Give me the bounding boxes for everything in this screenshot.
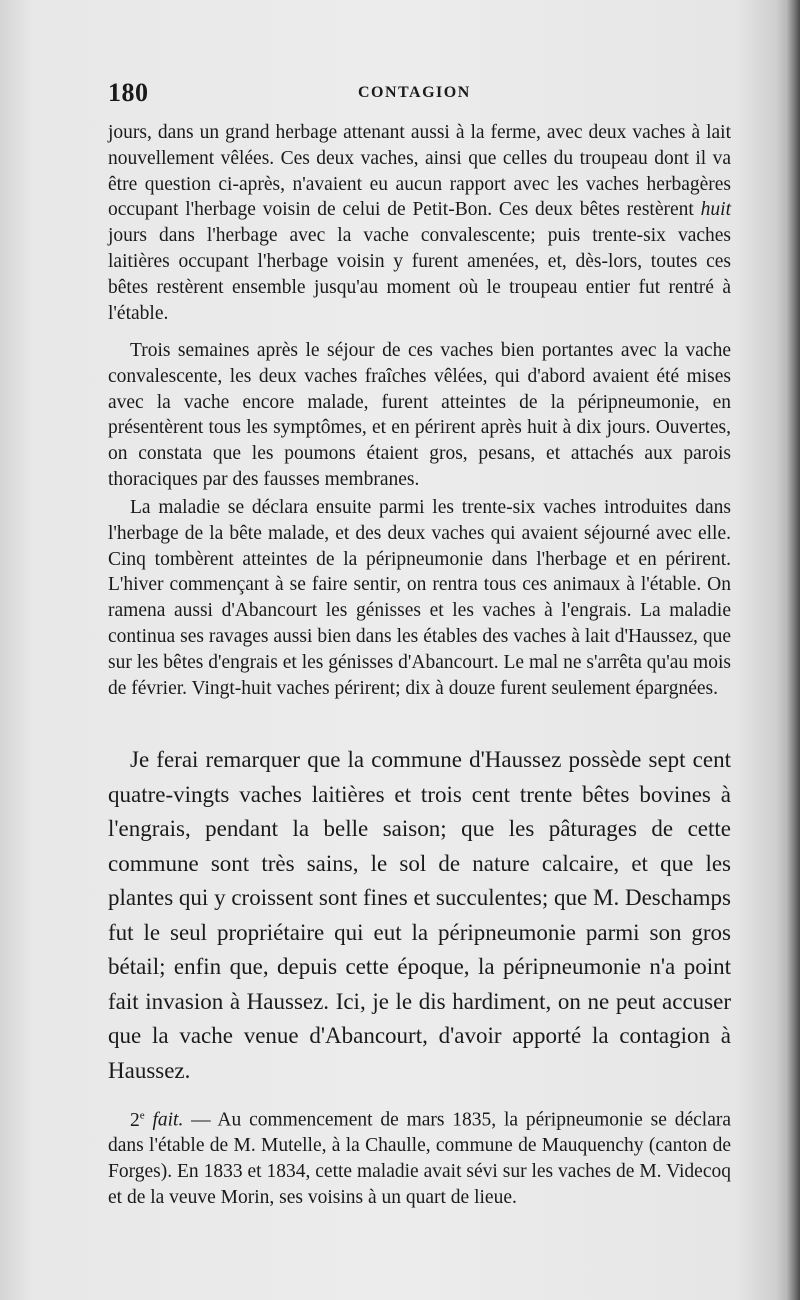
fact-label: fait. [152,1109,184,1131]
paragraph-1-emphasis: huit [700,199,731,221]
fact-number [130,1110,145,1131]
book-spine-shadow [786,0,800,1300]
paragraph-4: Je ferai remarquer que la commune d'Haussez possède sept cent quatre-vingts vaches laitières et trois cent trente bêtes bovines à l'engrais, pendant la belle saison; que les pâturages de cette commune sont très sains, le sol de nature calcaire, et que les plantes qui y croissent sont fines et succulentes; que M. Deschamps fut le seul propriétaire qui eut la péripneumonie parmi son gros bétail; enfin que, depuis cette époque, la péripneumonie n'a point fait invasion à Haussez. Ici, je le dis hardiment, on ne peut accuser que la vache venue d'Abancourt, d'avoir apporté la contagion à Haussez. [108,747,731,1083]
paragraph-5-text: — Au commencement de mars 1835, la péripneumonie se déclara dans l'étable de M. Mutelle, à la Chaulle, commune de Mauquenchy (canton de Forges). En 1833 et 1834, cette maladie avait sévi sur les vaches de M. Videcoq et de la veuve Morin, ses voisins à un quart de lieue. [108,1109,732,1208]
paragraph-2: Trois semaines après le séjour de ces vaches bien portantes avec la vache convalescente, les deux vaches fraîches vêlées, qui d'abord avaient été mises avec la vache encore malade, furent atteintes de la péripneumonie, en présentèrent tous les symptômes, et en périrent après huit à dix jours. Ouvertes, on constata que les poumons étaient gros, pesans, et attachés aux parois thoraciques par des fausses membranes. [108,340,731,490]
paragraph-1-text-after: jours dans l'herbage avec la vache convalescente; puis trente-six vaches laitières occupant l'herbage voisin y furent amenées, et, dès-lors, toutes ces bêtes restèrent ensemble jusqu'au moment où le troupeau entier fut rentré à l'étable. [108,225,731,324]
page-number: 180 [108,78,149,107]
fact-number-superscript: e [139,1109,145,1121]
paragraph-5 [108,1103,731,1211]
paragraph-3: La maladie se déclara ensuite parmi les trente-six vaches introduites dans l'herbage de la bête malade, et des deux vaches qui avaient séjourné avec elle. Cinq tombèrent atteintes de la péripneumonie dans l'herbage et en périrent. L'hiver commençant à se faire sentir, on rentra tous ces animaux à l'étable. On ramena aussi d'Abancourt les génisses et les vaches à l'engrais. La maladie continua ses ravages aussi bien dans les étables des vaches à lait d'Haussez, que sur les bêtes d'engrais et les génisses d'Abancourt. Le mal ne s'arrêta qu'au mois de février. Vingt-huit vaches périrent; dix à douze furent seulement épargnées. [108,497,731,699]
paragraph-1-text-before: jours, dans un grand herbage attenant aussi à la ferme, avec deux vaches à lait nouvellement vêlées. Ces deux vaches, ainsi que celles du troupeau dont il va être question ci-après, n'avaient eu aucun rapport avec les vaches herbagères occupant l'herbage voisin de celui de Petit-Bon. Ces deux bêtes restèrent [108,122,731,221]
running-title: CONTAGION [358,84,471,101]
fact-number-digit: 2 [130,1109,140,1131]
paragraph-1 [108,120,731,326]
page-header [108,78,708,110]
